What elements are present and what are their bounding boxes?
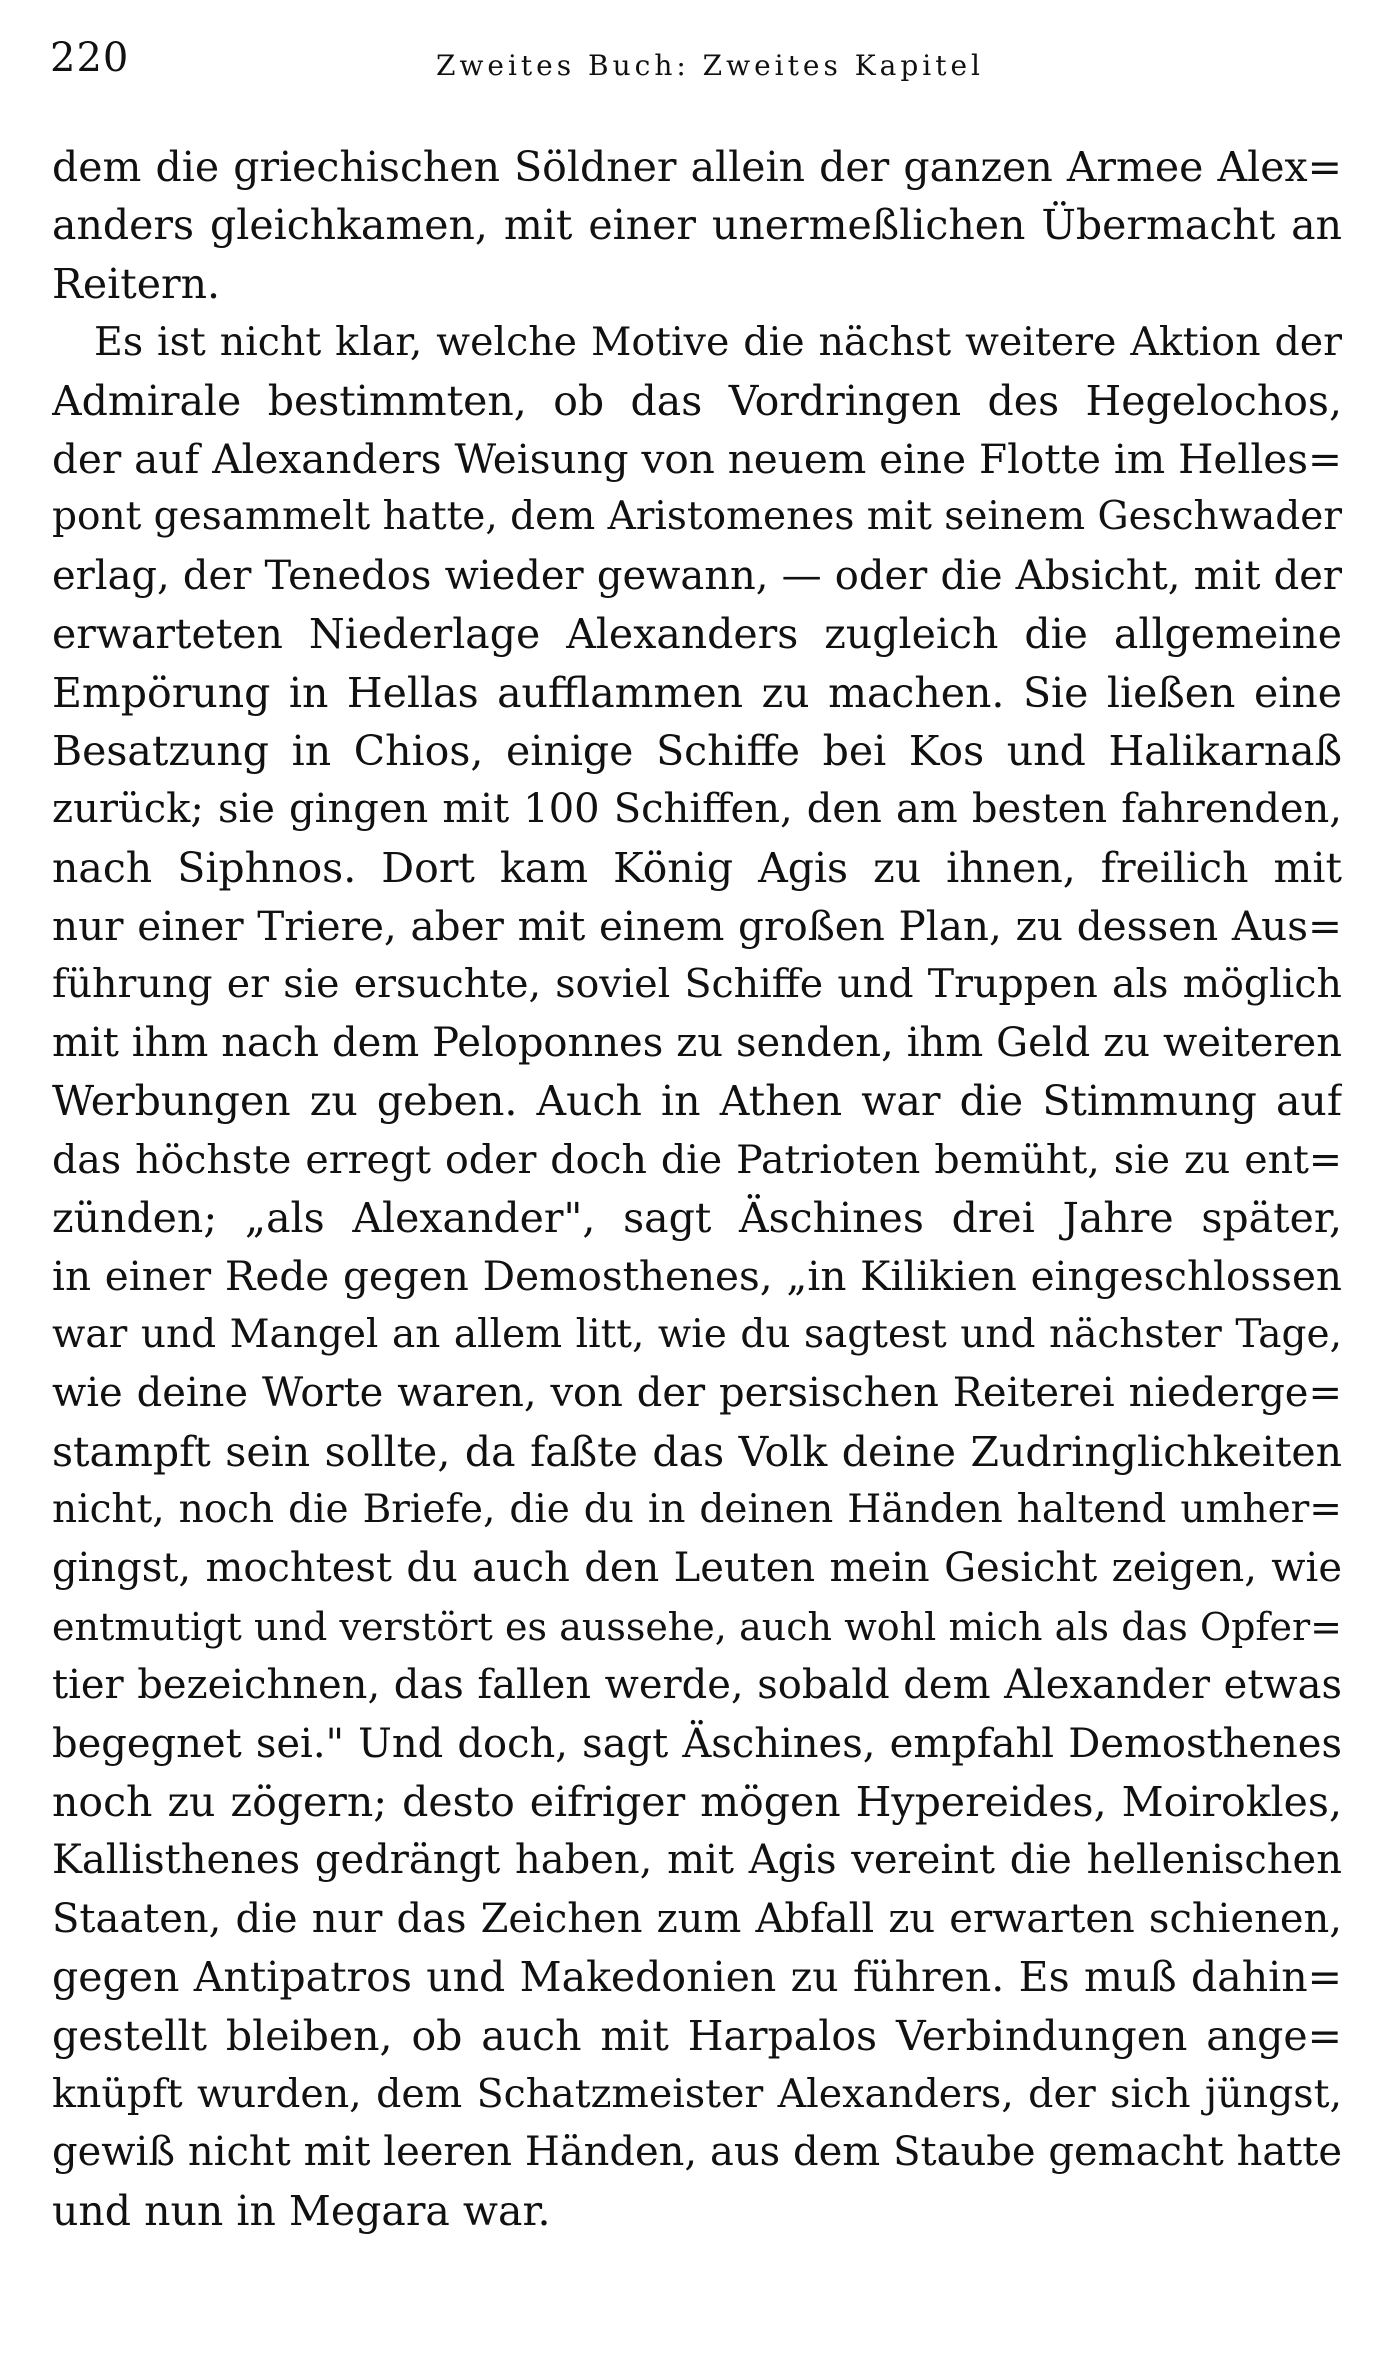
- text-line: nur einer Triere, aber mit einem großen Plan, zu dessen Aus=: [52, 902, 1342, 951]
- text-line: Es ist nicht klar, welche Motive die nächst weitere Aktion der: [94, 319, 1342, 366]
- text-line: mit ihm nach dem Peloponnes zu senden, ihm Geld zu weiteren: [52, 1019, 1342, 1066]
- running-head: Zweites Buch: Zweites Kapitel: [435, 49, 984, 82]
- text-line: erlag, der Tenedos wieder gewann, — oder die Absicht, mit der: [52, 552, 1342, 599]
- text-line: gestellt bleiben, ob auch mit Harpalos Verbindungen ange=: [52, 2011, 1342, 2060]
- text-line: gingst, mochtest du auch den Leuten mein Gesicht zeigen, wie: [52, 1545, 1342, 1592]
- text-line: zurück; sie gingen mit 100 Schiffen, den am besten fahrenden,: [52, 786, 1342, 833]
- text-line: Empörung in Hellas aufflammen zu machen. Sie ließen eine: [52, 668, 1342, 717]
- text-line: Reitern.: [52, 259, 221, 308]
- text-line: gewiß nicht mit leeren Händen, aus dem Staube gemacht hatte: [52, 2129, 1342, 2176]
- text-line: noch zu zögern; desto eifriger mögen Hypereides, Moirokles,: [52, 1777, 1342, 1826]
- text-line: führung er sie ersuchte, soviel Schiffe und Truppen als möglich: [52, 961, 1342, 1008]
- text-line: dem die griechischen Söldner allein der ganzen Armee Alex=: [52, 143, 1342, 191]
- text-line: in einer Rede gegen Demosthenes, „in Kilikien eingeschlossen: [52, 1252, 1342, 1301]
- text-line: zünden; „als Alexander", sagt Äschines drei Jahre später,: [52, 1194, 1342, 1243]
- text-line: stampft sein sollte, da faßte das Volk deine Zudringlichkeiten: [52, 1427, 1342, 1476]
- text-line: das höchste erregt oder doch die Patrioten bemüht, sie zu ent=: [52, 1136, 1342, 1183]
- text-line: knüpft wurden, dem Schatzmeister Alexanders, der sich jüngst,: [52, 2070, 1342, 2117]
- text-line: gegen Antipatros und Makedonien zu führen. Es muß dahin=: [52, 1953, 1342, 2002]
- text-line: tier bezeichnen, das fallen werde, sobald dem Alexander etwas: [52, 1662, 1342, 1709]
- text-line: anders gleichkamen, mit einer unermeßlichen Übermacht an: [52, 201, 1342, 250]
- text-line: pont gesammelt hatte, dem Aristomenes mit seinem Geschwader: [52, 494, 1342, 540]
- text-line: der auf Alexanders Weisung von neuem eine Flotte im Helles=: [52, 434, 1342, 483]
- text-line: nach Siphnos. Dort kam König Agis zu ihnen, freilich mit: [52, 843, 1342, 892]
- text-line: war und Mangel an allem litt, wie du sagtest und nächster Tage,: [52, 1311, 1342, 1357]
- page-number: 220: [50, 35, 130, 81]
- text-line: Staaten, die nur das Zeichen zum Abfall zu erwarten schienen,: [52, 1895, 1342, 1942]
- text-line: erwarteten Niederlage Alexanders zugleich die allgemeine: [52, 610, 1342, 659]
- text-line: wie deine Worte waren, von der persischen Reiterei niederge=: [52, 1370, 1342, 1417]
- text-line: Besatzung in Chios, einige Schiffe bei Kos und Halikarnaß: [52, 726, 1342, 775]
- text-line: Admirale bestimmten, ob das Vordringen des Hegelochos,: [52, 376, 1342, 425]
- text-line: und nun in Megara war.: [52, 2186, 551, 2235]
- text-line: nicht, noch die Briefe, die du in deinen Händen haltend umher=: [52, 1486, 1342, 1532]
- text-line: Werbungen zu geben. Auch in Athen war die Stimmung auf: [52, 1077, 1342, 1126]
- text-line: begegnet sei." Und doch, sagt Äschines, empfahl Demosthenes: [52, 1720, 1342, 1767]
- text-line: entmutigt und verstört es aussehe, auch wohl mich als das Opfer=: [52, 1604, 1342, 1649]
- body-text: [52, 138, 1342, 2240]
- text-line: Kallisthenes gedrängt haben, mit Agis vereint die hellenischen: [52, 1837, 1342, 1884]
